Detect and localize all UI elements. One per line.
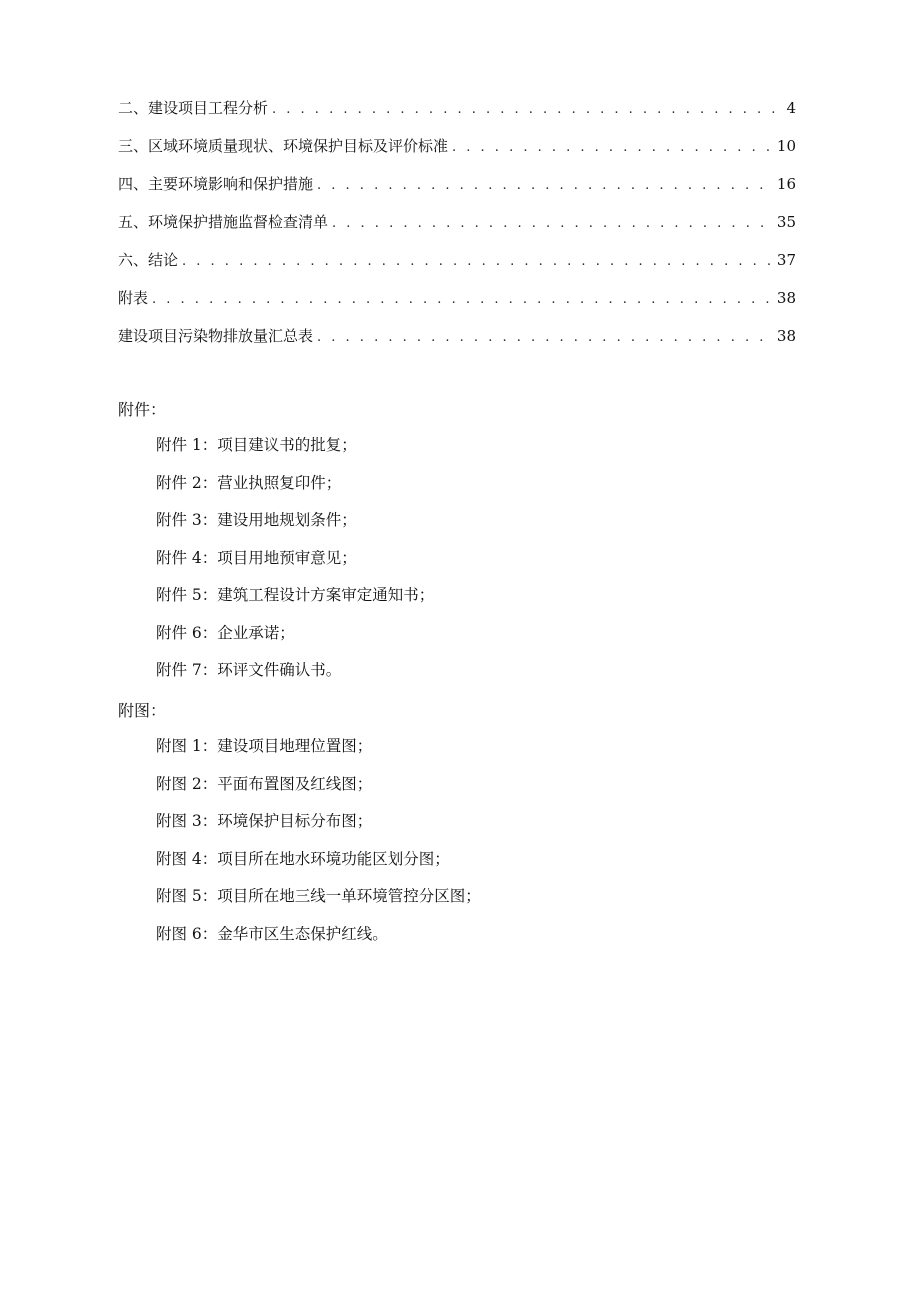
attachment-item: 附件 7：环评文件确认书。 bbox=[156, 661, 342, 679]
toc-entry-title: 六、结论 bbox=[118, 251, 179, 269]
toc-entry-title: 建设项目污染物排放量汇总表 bbox=[118, 327, 314, 345]
attachment-item: 附件 5：建筑工程设计方案审定通知书； bbox=[156, 586, 435, 604]
toc-entry[interactable] bbox=[118, 170, 796, 208]
attachment-item: 附件 2：营业执照复印件； bbox=[156, 473, 342, 492]
toc-leader-dots bbox=[452, 134, 773, 162]
toc-leader-dots bbox=[182, 248, 773, 276]
toc-entry-title: 三、区域环境质量现状、环境保护目标及评价标准 bbox=[118, 137, 449, 155]
toc-entry-page: 10 bbox=[776, 137, 796, 155]
toc-entry-title: 附表 bbox=[118, 289, 149, 307]
figure-item: 附图 1：建设项目地理位置图； bbox=[156, 737, 373, 755]
toc-entry[interactable] bbox=[118, 284, 796, 322]
toc-entry-title: 四、主要环境影响和保护措施 bbox=[118, 175, 314, 193]
figure-item: 附图 6：金华市区生态保护红线。 bbox=[156, 924, 388, 943]
toc-entry[interactable] bbox=[118, 322, 796, 360]
toc-entry[interactable] bbox=[118, 94, 796, 132]
attachments-heading: 附件： bbox=[118, 400, 167, 419]
toc-entry[interactable] bbox=[118, 132, 796, 170]
toc-leader-dots bbox=[317, 172, 773, 200]
table-of-contents bbox=[118, 94, 796, 360]
toc-entry-page: 35 bbox=[776, 213, 796, 231]
toc-leader-dots bbox=[272, 96, 782, 124]
figure-item: 附图 2：平面布置图及红线图； bbox=[156, 774, 373, 793]
toc-entry-page: 38 bbox=[776, 327, 796, 345]
attachments-list bbox=[156, 431, 796, 694]
toc-entry[interactable] bbox=[118, 208, 796, 246]
toc-entry-page: 4 bbox=[786, 99, 796, 117]
attachment-item: 附件 1：项目建议书的批复； bbox=[156, 436, 357, 454]
toc-entry-page: 38 bbox=[776, 289, 796, 307]
figure-item: 附图 5：项目所在地三线一单环境管控分区图； bbox=[156, 887, 481, 905]
figures-heading: 附图： bbox=[118, 701, 167, 720]
toc-entry-page: 37 bbox=[776, 251, 796, 269]
attachment-item: 附件 3：建设用地规划条件； bbox=[156, 511, 357, 529]
attachment-item: 附件 6：企业承诺； bbox=[156, 623, 295, 642]
toc-leader-dots bbox=[332, 210, 773, 238]
figures-list bbox=[156, 732, 796, 957]
toc-leader-dots bbox=[317, 324, 773, 352]
attachment-item: 附件 4：项目用地预审意见； bbox=[156, 548, 357, 567]
toc-entry-title: 二、建设项目工程分析 bbox=[118, 99, 269, 117]
figure-item: 附图 4：项目所在地水环境功能区划分图； bbox=[156, 849, 450, 868]
toc-entry-page: 16 bbox=[776, 175, 796, 193]
toc-entry[interactable] bbox=[118, 246, 796, 284]
figure-item: 附图 3：环境保护目标分布图； bbox=[156, 812, 373, 830]
toc-leader-dots bbox=[152, 286, 773, 314]
toc-entry-title: 五、环境保护措施监督检查清单 bbox=[118, 213, 329, 231]
